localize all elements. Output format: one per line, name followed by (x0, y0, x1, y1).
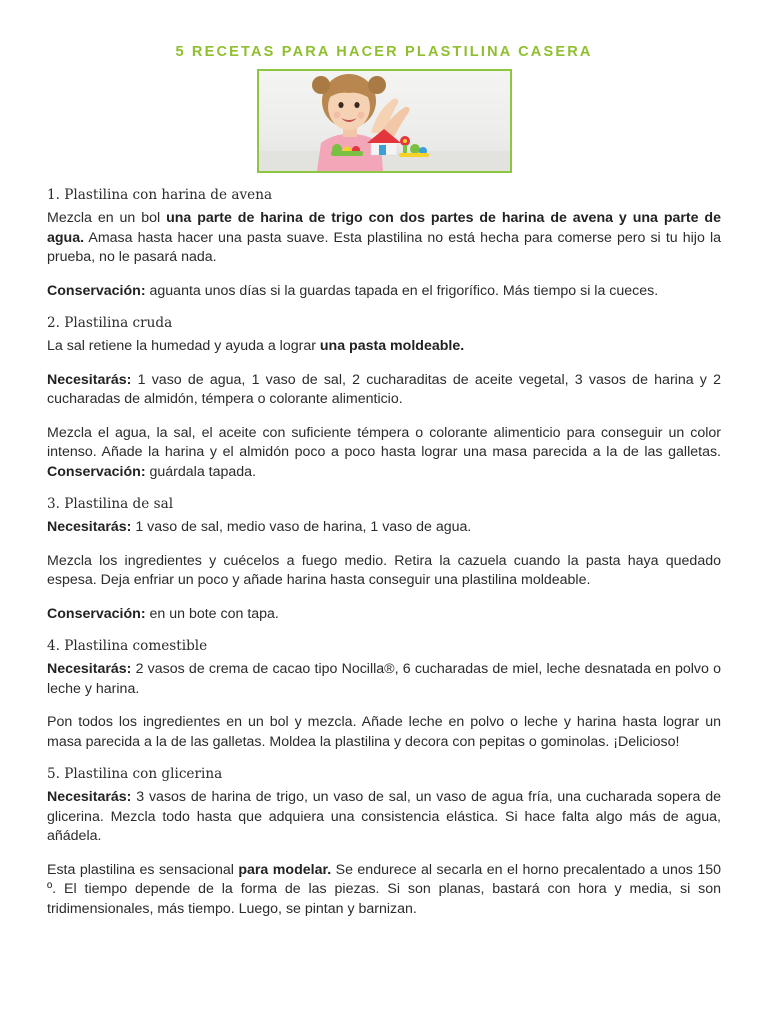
body-paragraph (47, 371, 721, 410)
text-run: Pon todos los ingredientes en un bol y mezcla. Añade leche en polvo o leche y harina hasta lograr un masa parecida a la de las galletas. Moldea la plastilina y decora con pepitas o gominolas. ¡Delicioso! (47, 714, 721, 750)
bold-text: Necesitarás: (47, 789, 132, 805)
text-run: Mezcla en un bol (47, 210, 167, 226)
bold-text: Conservación: (47, 282, 146, 299)
recipe-sections (47, 186, 721, 919)
text-run: La sal retiene la humedad y ayuda a lograr (47, 338, 320, 354)
text-run: aguanta unos días si la guardas tapada en el frigorífico. Más tiempo si la cueces. (145, 282, 659, 299)
hero-photo (257, 69, 512, 173)
text-run: en un bote con tapa. (145, 605, 279, 622)
bold-text: una parte de harina de trigo con dos partes de harina de avena y una parte de agua. (47, 210, 721, 246)
body-paragraph (47, 518, 721, 538)
body-paragraph (47, 861, 721, 920)
section-heading: 3. Plastilina de sal (47, 496, 174, 512)
bold-text: Conservación: (47, 463, 146, 480)
bold-text: una pasta moldeable. (319, 338, 465, 354)
child-with-playdough-illustration (259, 71, 510, 171)
text-run: 3 vasos de harina de trigo, un vaso de sal, un vaso de agua fría, una cucharada sopera de glicerina. Mezcla todo hasta que adquiera una consistencia elástica. Si hace falta algo más de agua, añádela. (47, 789, 721, 844)
section-heading: 4. Plastilina comestible (47, 638, 208, 654)
text-run: Se endurece al secarla en el horno precalentado a unos 150 º. El tiempo depende de la forma de las piezas. Si son planas, bastará con hora y media, si son tridimensionales, más tiempo. Luego, se pintan y barnizan. (47, 861, 721, 917)
body-paragraph (47, 713, 721, 752)
body-paragraph (47, 337, 721, 357)
body-paragraph (47, 424, 721, 483)
bold-text: Necesitarás: (47, 519, 132, 535)
body-paragraph (47, 552, 721, 591)
text-run: 2 vasos de crema de cacao tipo Nocilla®, 6 cucharadas de miel, leche desnatada en polvo o leche y harina. (47, 661, 721, 697)
text-run: Mezcla los ingredientes y cuécelos a fuego medio. Retira la cazuela cuando la pasta haya quedado espesa. Deja enfriar un poco y añade harina hasta conseguir una plastilina moldeable. (47, 552, 721, 588)
text-run: 1 vaso de agua, 1 vaso de sal, 2 cucharaditas de aceite vegetal, 3 vasos de harina y 2 cucharadas de almidón, témpera o colorante alimenticio. (47, 371, 721, 407)
text-run: guárdala tapada. (145, 463, 257, 480)
text-run: 1 vaso de sal, medio vaso de harina, 1 vaso de agua. (131, 519, 472, 535)
section-heading: 5. Plastilina con glicerina (47, 766, 223, 782)
bold-text: Necesitarás: (47, 661, 132, 677)
body-paragraph (47, 209, 721, 268)
document-title: 5 RECETAS PARA HACER PLASTILINA CASERA (175, 44, 593, 60)
body-paragraph (47, 605, 721, 625)
body-paragraph (47, 660, 721, 699)
section-heading: 2. Plastilina cruda (47, 315, 173, 331)
text-run: Mezcla el agua, la sal, el aceite con suficiente témpera o colorante alimenticio para conseguir un color intenso. Añade la harina y el almidón poco a poco hasta lograr una masa parecida a la de las galletas. (47, 424, 721, 460)
bold-text: Necesitarás: (47, 371, 132, 388)
section-heading: 1. Plastilina con harina de avena (47, 187, 273, 203)
body-paragraph (47, 788, 721, 847)
bold-text: para modelar. (238, 861, 332, 878)
text-run: Esta plastilina es sensacional (47, 861, 239, 878)
bold-text: Conservación: (47, 605, 146, 622)
text-run: Amasa hasta hacer una pasta suave. Esta plastilina no está hecha para comerse pero si tu hijo la prueba, no le pasará nada. (47, 229, 721, 265)
body-paragraph (47, 282, 721, 302)
